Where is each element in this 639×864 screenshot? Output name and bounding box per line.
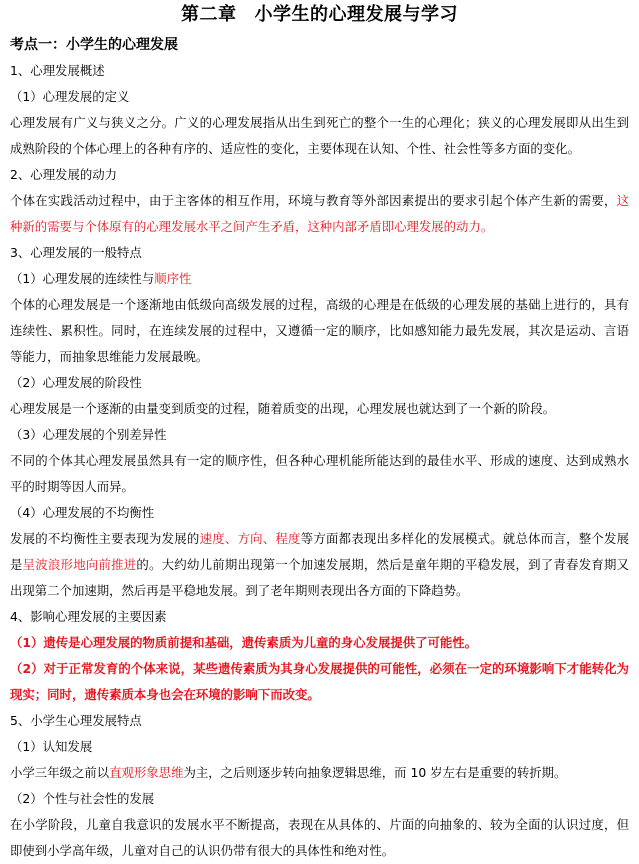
heading-3-3: （3）心理发展的个别差异性 xyxy=(10,427,167,442)
paragraph-personality: 在小学阶段，儿童自我意识的发展水平不断提高，表现在从具体的、片面的向抽象的、较为全面的认识过度，但即使到小学高年级，儿童对自己的认识仍带有很大的具体性和绝对性。 xyxy=(10,817,629,858)
heading-5-1: （1）认知发展 xyxy=(10,739,93,754)
heading-3-4: （4）心理发展的不均衡性 xyxy=(10,505,155,520)
cognition-highlight: 直观形象思维 xyxy=(109,765,184,780)
motivation-highlight: 这种新的需要与个体原有的心理发展水平之间产生矛盾，这种内部矛盾即心理发展的动力。 xyxy=(10,193,629,234)
paragraph-stages: 心理发展是一个逐渐的由量变到质变的过程，随着质变的出现，心理发展也就达到了一个新的阶段。 xyxy=(10,401,556,416)
imbalance-highlight-b: 呈波浪形地向前推进 xyxy=(22,557,137,572)
heading-3-1-text: （1）心理发展的连续性与 xyxy=(10,271,155,286)
heading-4: 4、影响心理发展的主要因素 xyxy=(10,609,167,624)
cognition-text-a: 小学三年级之前以 xyxy=(10,765,110,780)
imbalance-text-b: 等方面都表现出多样化的发展模式。就总体而言，整个发展是 xyxy=(10,531,630,572)
paragraph-heredity-2: （2）对于正常发育的个体来说，某些遗传素质为其身心发展提供的可能性，必须在一定的环境影响下才能转化为现实；同时，遗传素质本身也会在环境的影响下而改变。 xyxy=(10,661,629,702)
cognition-text-b: 为主，之后则逐步转向抽象逻辑思维，而 10 岁左右是重要的转折期。 xyxy=(183,765,567,780)
heading-5-2: （2）个性与社会性的发展 xyxy=(10,791,155,806)
chapter-number: 第二章 xyxy=(181,4,237,25)
imbalance-text-c: 的。大约幼儿前期出现第一个加速发展期，然后是童年期的平稳发展，到了青春发育期又出现第二个加速期，然后再是平稳地发展。到了老年期则表现出各方面的下降趋势。 xyxy=(10,557,630,598)
chapter-name: 小学生的心理发展与学习 xyxy=(254,4,458,25)
paragraph-heredity-1: （1）遗传是心理发展的物质前提和基础，遗传素质为儿童的身心发展提供了可能性。 xyxy=(10,635,478,650)
paragraph-motivation xyxy=(10,188,629,240)
heading-1-1: （1）心理发展的定义 xyxy=(10,89,130,104)
heading-2: 2、心理发展的动力 xyxy=(10,167,118,182)
paragraph-cognition xyxy=(10,760,629,786)
heading-3: 3、心理发展的一般特点 xyxy=(10,245,142,260)
chapter-title xyxy=(10,0,629,28)
heading-5: 5、小学生心理发展特点 xyxy=(10,713,142,728)
exam-point-heading: 考点一：小学生的心理发展 xyxy=(10,37,178,53)
imbalance-highlight-a: 速度、方向、程度 xyxy=(199,531,301,546)
paragraph-differences: 不同的个体其心理发展虽然具有一定的顺序性，但各种心理机能所能达到的最佳水平、形成的速度、达到成熟水平的时期等因人而异。 xyxy=(10,453,629,494)
heading-1: 1、心理发展概述 xyxy=(10,63,105,78)
motivation-text: 个体在实践活动过程中，由于主客体的相互作用，环境与教育等外部因素提出的要求引起个体产生新的需要， xyxy=(10,193,617,208)
heading-3-1 xyxy=(10,266,629,292)
paragraph-continuity: 个体的心理发展是一个逐渐地由低级向高级发展的过程，高级的心理是在低级的心理发展的基础上进行的，具有连续性、累积性。同时，在连续发展的过程中，又遵循一定的顺序，比如感知能力最先发展，其次是运动、言语等能力，而抽象思维能力发展最晚。 xyxy=(10,297,629,364)
paragraph-imbalance xyxy=(10,526,629,604)
imbalance-text-a: 发展的不均衡性主要表现为发展的 xyxy=(10,531,200,546)
heading-3-2: （2）心理发展的阶段性 xyxy=(10,375,142,390)
paragraph-definition: 心理发展有广义与狭义之分。广义的心理发展指从出生到死亡的整个一生的心理化；狭义的心理发展即从出生到成熟阶段的个体心理上的各种有序的、适应性的变化，主要体现在认知、个性、社会性等多方面的变化。 xyxy=(10,115,629,156)
heading-3-1-highlight: 顺序性 xyxy=(154,271,192,286)
